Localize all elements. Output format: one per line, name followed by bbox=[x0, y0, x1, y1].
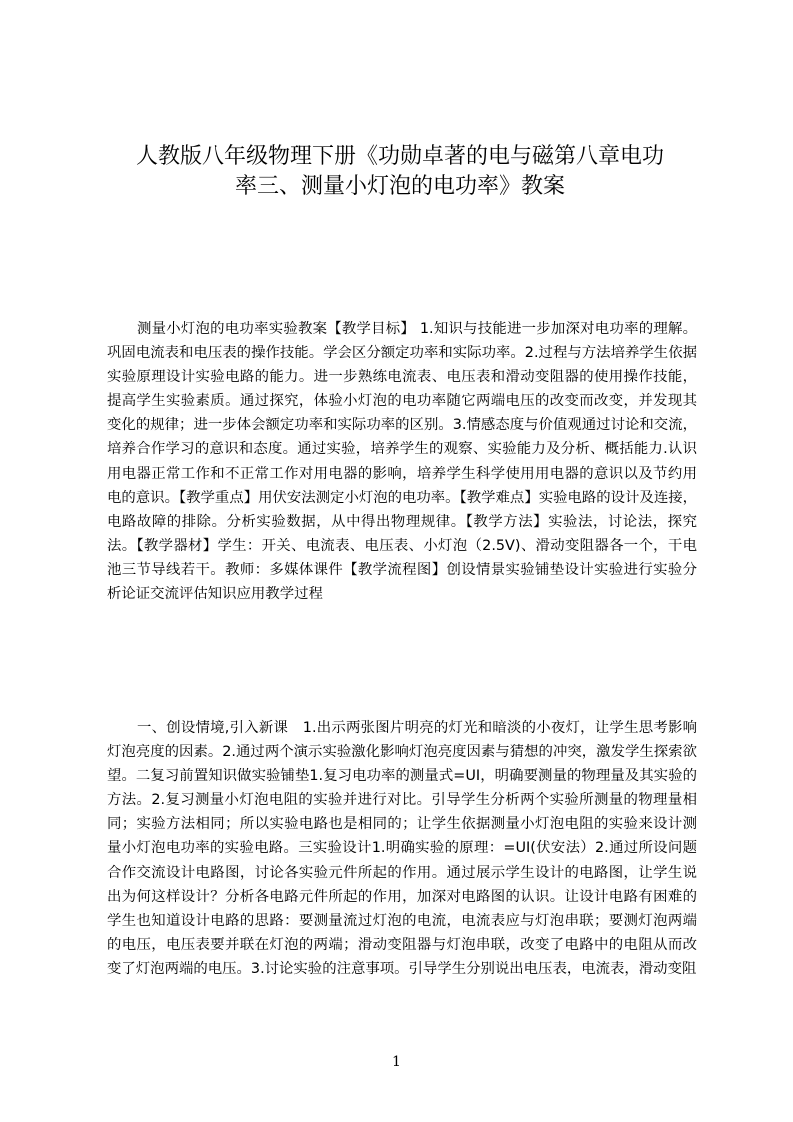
document-title bbox=[100, 142, 700, 202]
page-number: 1 bbox=[392, 1054, 401, 1070]
body-paragraph-1: 测量小灯泡的电功率实验教案【教学目标】 1.知识与技能进一步加深对电功率的理解。巩固电流表和电压表的操作技能。学会区分额定功率和实际功率。2.过程与方法培养学生依据实验原理设计实验电路的能力。进一步熟练电流表、电压表和滑动变阻器的使用操作技能，提高学生实验素质。通过探究，体验小灯泡的电功率随它两端电压的改变而改变，并发现其变化的规律；进一步体会额定功率和实际功率的区别。3.情感态度与价值观通过讨论和交流，培养合作学习的意识和态度。通过实验，培养学生的观察、实验能力及分析、概括能力.认识用电器正常工作和不正常工作对用电器的影响，培养学生科学使用用电器的意识以及节约用电的意识。【教学重点】用伏安法测定小灯泡的电功率。【教学难点】实验电路的设计及连接，电路故障的排除。分析实验数据，从中得出物理规律。【教学方法】实验法，讨论法，探究法。【教学器材】学生：开关、电流表、电压表、小灯泡（2.5V)、滑动变阻器各一个，干电池三节导线若干。教师：多媒体课件【教学流程图】创设情景实验铺垫设计实验进行实验分析论证交流评估知识应用教学过程 bbox=[107, 321, 697, 603]
title-line-2: 率三、测量小灯泡的电功率》教案 bbox=[234, 174, 565, 199]
body-paragraph-2: 一、创设情境,引入新课 1.出示两张图片明亮的灯光和暗淡的小夜灯，让学生思考影响灯泡亮度的因素。2.通过两个演示实验激化影响灯泡亮度因素与猜想的冲突，激发学生探索欲望。二复习前置知识做实验铺垫1.复习电功率的测量式=UI，明确要测量的物理量及其实验的方法。2.复习测量小灯泡电阻的实验并进行对比。引导学生分析两个实验所测量的物理量相同；实验方法相同；所以实验电路也是相同的；让学生依据测量小灯泡电阻的实验来设计测量小灯泡电功率的实验电路。三实验设计1.明确实验的原理：=UI(伏安法）2.通过所设问题合作交流设计电路图，讨论各实验元件所起的作用。通过展示学生设计的电路图，让学生说出为何这样设计？分析各电路元件所起的作用，加深对电路图的认识。让设计电路有困难的学生也知道设计电路的思路：要测量流过灯泡的电流，电流表应与灯泡串联；要测灯泡两端的电压，电压表要并联在灯泡的两端；滑动变阻器与灯泡串联，改变了电路中的电阻从而改变了灯泡两端的电压。3.讨论实验的注意事项。引导学生分别说出电压表，电流表，滑动变阻 bbox=[107, 720, 697, 977]
title-line-1: 人教版八年级物理下册《功勋卓著的电与磁第八章电功 bbox=[135, 144, 664, 169]
